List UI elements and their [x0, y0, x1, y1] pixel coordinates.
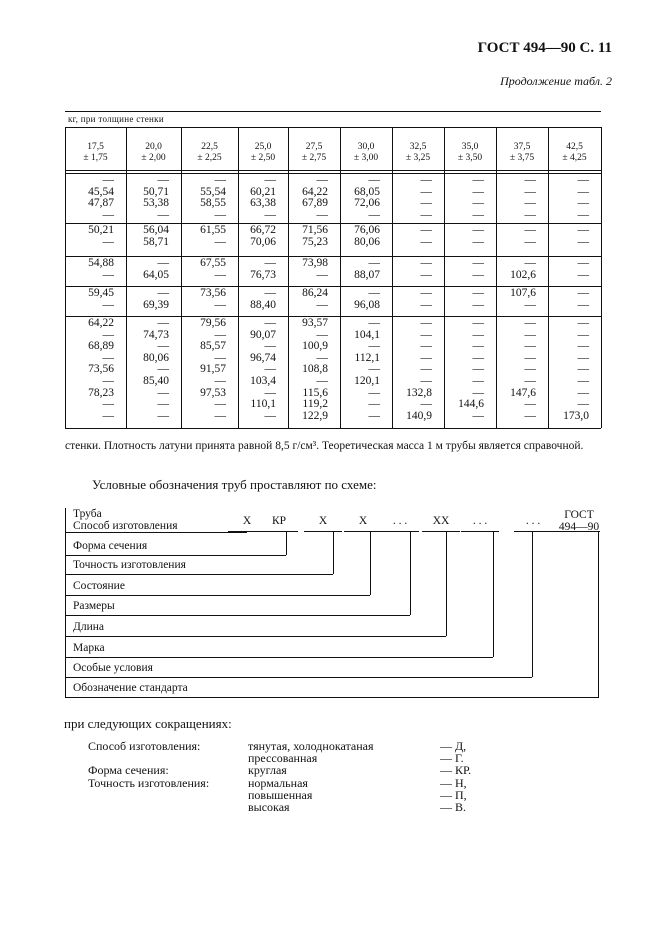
table-cell: — — — — — [420, 174, 432, 221]
table-column-header: 37,5 ± 3,75 — [509, 142, 535, 163]
scheme-code: . . . — [392, 515, 408, 527]
table-column-header: 30,0 ± 3,00 — [353, 142, 379, 163]
scheme-connector — [65, 657, 493, 658]
table-cell: 54,88 — — [88, 257, 114, 281]
scheme-connector — [532, 531, 533, 677]
table-caption: кг, при толщине стенки — [68, 114, 164, 124]
scheme-code-rule — [422, 531, 460, 532]
table-cell: — — — — — — 147,6 — — — [510, 317, 536, 422]
scheme-connector — [65, 574, 333, 575]
table-cell: — — — [577, 224, 589, 248]
table-cell: 79,56 — 85,57 — 91,57 — 97,53 — — — [200, 317, 226, 422]
table-column-header: 42,5 ± 4,25 — [562, 142, 587, 163]
table-cell: — 68,05 72,06 — — [354, 174, 380, 221]
scheme-label: Марка — [73, 642, 105, 654]
table-cell: — — — [524, 224, 536, 248]
scheme-label: Труба Способ изготовления — [73, 508, 178, 532]
scheme-connector — [65, 555, 286, 556]
table-cell: — 50,71 53,38 — — [143, 174, 169, 221]
table-continuation-label: Продолжение табл. 2 — [500, 74, 612, 88]
table-column-header: 22,5 ± 2,25 — [197, 142, 222, 163]
scheme-code-rule — [260, 531, 298, 532]
table-cell: — 64,05 — [143, 257, 169, 281]
scheme-code-rule — [548, 531, 600, 532]
scheme-connector — [370, 531, 371, 595]
table-column-header: 32,5 ± 3,25 — [405, 142, 431, 163]
table-cell: — — — [420, 287, 432, 311]
scheme-intro: Условные обозначения труб проставляют по схеме: — [92, 477, 377, 492]
abbreviation-code: — П, — [440, 787, 467, 802]
abbreviation-term: Форма сечения: — [88, 763, 169, 778]
table-cell: — 102,6 — [510, 257, 536, 281]
table-cell: — 104,1 — 112,1 — 120,1 — — — — [354, 317, 380, 422]
table-cell: — — — [577, 257, 589, 281]
scheme-connector — [65, 508, 66, 532]
page-header: ГОСТ 494—90 С. 11 — [477, 40, 612, 56]
scheme-connector — [65, 615, 66, 636]
abbreviations-intro: при следующих сокращениях: — [64, 716, 232, 731]
table-cell: — 96,08 — [354, 287, 380, 311]
abbreviation-code: — Д, — [440, 739, 467, 753]
table-cell: — 45,54 47,87 — — [88, 174, 114, 221]
table-cell: — 74,73 — 80,06 — 85,40 — — — — [143, 317, 169, 422]
table-cell: 76,06 80,06 — [354, 224, 380, 248]
scheme-connector — [598, 532, 599, 698]
abbreviation-value: нормальная — [248, 775, 308, 790]
abbreviation-code: — Н, — [440, 775, 467, 790]
table-column-rule — [601, 127, 602, 428]
table-cell: — — — [577, 287, 589, 311]
scheme-label: Особые условия — [73, 662, 153, 674]
abbreviation-term: Способ изготовления: — [88, 739, 201, 753]
abbreviation-value: круглая — [248, 763, 287, 778]
scheme-connector — [333, 531, 334, 574]
abbreviation-code: — В. — [440, 800, 467, 814]
abbreviation-code: — КР. — [440, 763, 472, 778]
table-cell: 86,24 — — [302, 287, 328, 311]
table-cell: 71,56 75,23 — [302, 224, 328, 248]
scheme-connector — [65, 555, 66, 574]
scheme-code: . . . — [525, 515, 541, 527]
table-column-header: 27,5 ± 2,75 — [301, 142, 327, 163]
scheme-code-rule — [344, 531, 382, 532]
table-header-rule — [65, 170, 601, 171]
abbreviation-value: тянутая, холоднокатаная — [248, 739, 374, 753]
scheme-code-rule — [514, 531, 552, 532]
table-cell: — — — — — — — 144,6 — — [458, 317, 484, 422]
scheme-connector — [65, 677, 532, 678]
scheme-label: Состояние — [73, 580, 125, 592]
table-cell: — — — — — — — — 173,0 — [563, 317, 589, 422]
table-cell: 93,57 — 100,9 — 108,8 — 115,6 119,2 122,9 — [302, 317, 328, 422]
scheme-code-rule — [461, 531, 499, 532]
table-cell: — 90,07 — 96,74 — 103,4 — 110,1 — — [250, 317, 276, 422]
scheme-code: . . . — [472, 515, 488, 527]
table-cell: — — — [420, 224, 432, 248]
table-cell: — 88,07 — [354, 257, 380, 281]
scheme-connector — [65, 636, 446, 637]
table-column-header: 25,0 ± 2,50 — [250, 142, 276, 163]
scheme-label: Размеры — [73, 600, 115, 612]
table-column-header: 20,0 ± 2,00 — [141, 142, 166, 163]
table-group-rule — [65, 316, 601, 317]
table-cell: 64,22 — 68,89 — 73,56 — 78,23 — — — [88, 317, 114, 422]
scheme-connector — [410, 531, 411, 615]
table-cell: — — — — — [472, 174, 484, 221]
table-cell: — 76,73 — [250, 257, 276, 281]
abbreviation-term: Точность изготовления: — [88, 775, 210, 790]
scheme-label: Обозначение стандарта — [73, 682, 188, 694]
scheme-connector — [65, 595, 370, 596]
scheme-code: XX — [432, 515, 450, 527]
table-group-rule — [65, 256, 601, 257]
scheme-code: X — [358, 515, 368, 527]
abbreviation-value: повышенная — [248, 787, 313, 802]
table-cell: — — — — — [577, 174, 589, 221]
scheme-connector — [446, 531, 447, 636]
scheme-connector — [65, 574, 66, 595]
table-cell: 73,98 — — [302, 257, 328, 281]
table-cell: — — — [472, 287, 484, 311]
scheme-code: X — [242, 515, 252, 527]
table-column-header: 35,0 ± 3,50 — [457, 142, 483, 163]
scheme-connector — [65, 595, 66, 615]
table-cell: 50,21 — — [88, 224, 114, 248]
table-cell: — — — — — — 132,8 — 140,9 — [406, 317, 432, 422]
density-note: стенки. Плотность латуни принята равной 8,5 г/см³. Теоретическая масса 1 м трубы является справочной. — [65, 440, 584, 452]
abbreviation-value: высокая — [248, 800, 290, 814]
table-cell: — — — — — [524, 174, 536, 221]
table-cell: — — — [420, 257, 432, 281]
abbreviation-code: — Г. — [440, 751, 464, 766]
scheme-connector — [286, 531, 287, 555]
scheme-connector — [65, 615, 410, 616]
table-cell: — 64,22 67,89 — — [302, 174, 328, 221]
scheme-connector — [65, 697, 598, 698]
table-cell: — 69,39 — [143, 287, 169, 311]
table-cell: — 55,54 58,55 — — [200, 174, 226, 221]
scheme-code: КР — [271, 515, 287, 527]
scheme-code: X — [318, 515, 328, 527]
table-header-rule — [65, 173, 601, 174]
table-cell: — — — [472, 257, 484, 281]
scheme-code-rule — [304, 531, 342, 532]
table-cell: 61,55 — — [200, 224, 226, 248]
scheme-connector — [65, 532, 66, 555]
abbreviation-value: прессованная — [248, 751, 318, 766]
table-cell: — 88,40 — [250, 287, 276, 311]
table-cell: 107,6 — — [510, 287, 536, 311]
table-column-header: 17,5 ± 1,75 — [83, 142, 108, 163]
scheme-connector — [65, 532, 247, 533]
table-cell: 67,55 — — [200, 257, 226, 281]
scheme-code-rule — [381, 531, 419, 532]
scheme-connector — [65, 636, 66, 657]
scheme-connector — [65, 677, 66, 697]
table-cell: 56,04 58,71 — [143, 224, 169, 248]
table-bottom-rule — [65, 428, 601, 429]
table-cell: 66,72 70,06 — [250, 224, 276, 248]
scheme-connector — [493, 531, 494, 657]
scheme-label: Точность изготовления — [73, 559, 186, 571]
scheme-connector — [65, 657, 66, 677]
table-cell: — — — [472, 224, 484, 248]
table-cell: 73,56 — — [200, 287, 226, 311]
scheme-code: ГОСТ 494—90 — [558, 509, 600, 533]
table-cell: 59,45 — — [88, 287, 114, 311]
scheme-label: Длина — [73, 621, 104, 633]
table-cell: — 60,21 63,38 — — [250, 174, 276, 221]
scheme-label: Форма сечения — [73, 540, 148, 552]
